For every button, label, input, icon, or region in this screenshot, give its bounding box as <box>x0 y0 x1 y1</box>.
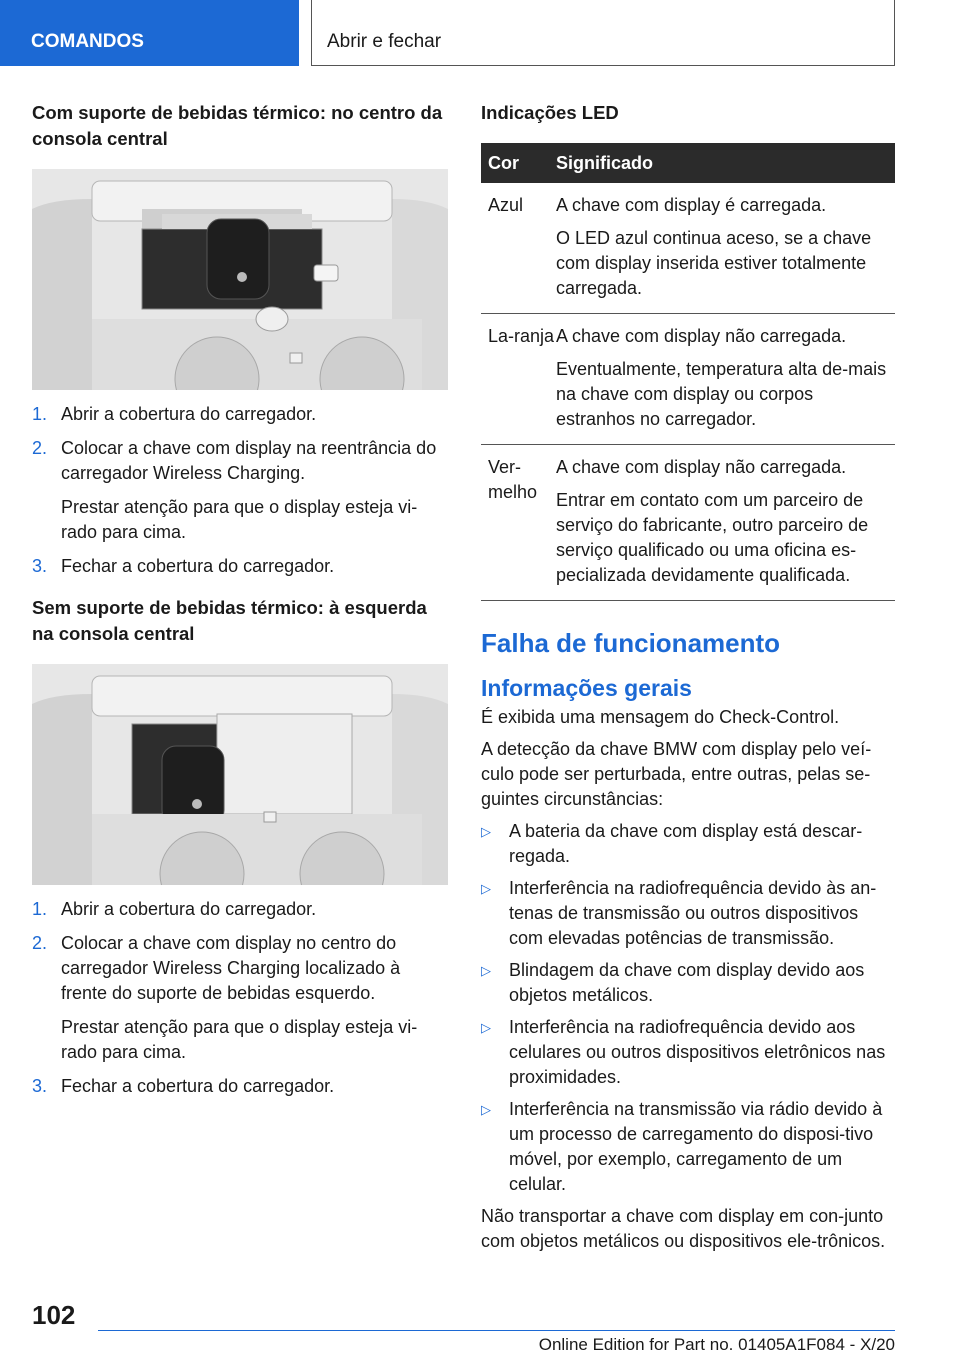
right-column <box>481 100 895 1261</box>
step-text: Fechar a cobertura do carregador. <box>61 1076 335 1096</box>
triangle-bullet-icon: ▷ <box>481 963 491 978</box>
step-text: Abrir a cobertura do carregador. <box>61 899 317 919</box>
subheading-no-thermal-holder: Sem suporte de bebidas térmico: à esquerda na consola central <box>32 597 427 644</box>
page-number: 102 <box>32 1300 76 1330</box>
footer-edition: Online Edition for Part no. 01405A1F084 - X/20 <box>538 1335 895 1354</box>
step-text: Fechar a cobertura do carregador. <box>61 556 335 576</box>
led-heading: Indicações LED <box>481 102 619 123</box>
list-item <box>481 1097 895 1197</box>
intro-paragraph: É exibida uma mensagem do Check-Control. <box>481 707 840 727</box>
step-note: Prestar atenção para que o display esteja vi-rado para cima. <box>61 497 418 542</box>
footer-divider <box>98 1330 895 1331</box>
table-row <box>481 445 895 601</box>
step-note: Prestar atenção para que o display esteja vi-rado para cima. <box>61 1017 418 1062</box>
list-item <box>481 819 895 869</box>
closing-paragraph: Não transportar a chave com display em con-junto com objetos metálicos ou dispositivos ele-trônicos. <box>481 1206 886 1251</box>
led-meaning: A chave com display não carregada. <box>556 457 847 477</box>
charger-left-illustration <box>32 664 448 885</box>
header-meaning: Significado <box>556 153 654 173</box>
list-item <box>481 958 895 1008</box>
led-detail: Eventualmente, temperatura alta de-mais na chave com display ou corpos estranhos no carregador. <box>556 359 887 429</box>
steps-list-1 <box>32 402 448 579</box>
led-color: La-ranja <box>488 326 555 346</box>
step-item <box>32 436 448 545</box>
step-item <box>32 554 448 579</box>
left-column <box>32 100 448 1108</box>
triangle-bullet-icon: ▷ <box>481 1020 491 1035</box>
section-tab: COMANDOS <box>0 0 299 66</box>
triangle-bullet-icon: ▷ <box>481 1102 491 1117</box>
table-row <box>481 314 895 445</box>
step-item <box>32 402 448 427</box>
chapter-title: Abrir e fechar <box>311 0 895 66</box>
step-number: 3. <box>32 1076 48 1096</box>
led-meaning: A chave com display não carregada. <box>556 326 847 346</box>
header-color: Cor <box>488 153 519 173</box>
list-item-text: Interferência na transmissão via rádio devido à um processo de carregamento do disposi-tivo móvel, por exemplo, carregamento de um celular. <box>509 1099 883 1194</box>
step-number: 2. <box>32 438 48 458</box>
step-text: Colocar a chave com display na reentrância do carregador Wireless Charging. <box>61 438 437 483</box>
table-row <box>481 183 895 314</box>
led-table <box>481 143 895 601</box>
step-text: Abrir a cobertura do carregador. <box>61 404 317 424</box>
led-color: Ver-melho <box>488 457 538 502</box>
led-detail: Entrar em contato com um parceiro de serviço do fabricante, outro parceiro de serviço qualificado ou uma oficina es-pecializada devidamente qualificada. <box>556 490 869 585</box>
step-item <box>32 1074 448 1099</box>
subheading-thermal-holder: Com suporte de bebidas térmico: no centro da consola central <box>32 102 443 149</box>
list-item <box>481 1015 895 1090</box>
circumstances-paragraph: A detecção da chave BMW com display pelo veí-culo pode ser perturbada, entre outras, pelas se-guintes circunstâncias: <box>481 739 872 809</box>
led-color: Azul <box>488 195 524 215</box>
list-item-text: Interferência na radiofrequência devido às an-tenas de transmissão ou outros dispositivos com elevadas potências de transmissão. <box>509 878 877 948</box>
led-table-header <box>481 143 895 183</box>
section-title: Falha de funcionamento <box>481 628 781 658</box>
step-text: Colocar a chave com display no centro do carregador Wireless Charging localizado à frente do suporte de bebidas esquerdo. <box>61 933 401 1003</box>
triangle-bullet-icon: ▷ <box>481 881 491 896</box>
list-item-text: Blindagem da chave com display devido aos objetos metálicos. <box>509 960 865 1005</box>
step-item <box>32 931 448 1065</box>
charger-center-illustration <box>32 169 448 390</box>
step-number: 2. <box>32 933 48 953</box>
step-number: 1. <box>32 404 48 424</box>
led-detail: O LED azul continua aceso, se a chave com display inserida estiver totalmente carregada. <box>556 228 872 298</box>
list-item-text: Interferência na radiofrequência devido aos celulares ou outros dispositivos eletrônicos nas proximidades. <box>509 1017 886 1087</box>
list-item-text: A bateria da chave com display está descar-regada. <box>509 821 863 866</box>
subsection-title: Informações gerais <box>481 675 692 701</box>
circumstances-list <box>481 819 895 1197</box>
steps-list-2 <box>32 897 448 1099</box>
triangle-bullet-icon: ▷ <box>481 824 491 839</box>
step-number: 3. <box>32 556 48 576</box>
step-number: 1. <box>32 899 48 919</box>
list-item <box>481 876 895 951</box>
led-meaning: A chave com display é carregada. <box>556 195 827 215</box>
step-item <box>32 897 448 922</box>
